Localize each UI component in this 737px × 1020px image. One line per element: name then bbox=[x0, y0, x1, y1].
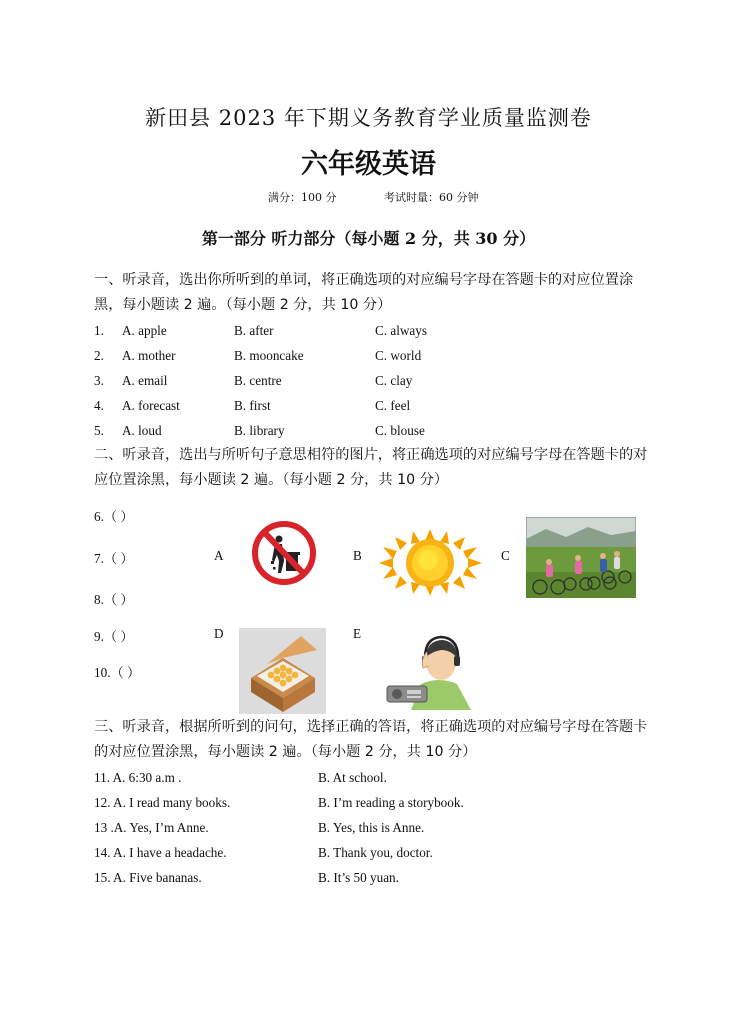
option-a: 15. A. Five bananas. bbox=[94, 870, 202, 885]
option-b: B. after bbox=[234, 323, 274, 338]
exam-title: 新田县 2023 年下期义务教育学业质量监测卷 bbox=[145, 106, 592, 130]
option-b: B. Yes, this is Anne. bbox=[318, 820, 425, 835]
item-number: 1. bbox=[94, 323, 104, 338]
option-b: B. I’m reading a storybook. bbox=[318, 795, 464, 810]
section1-instruction: 一、听录音，选出你所听到的单词，将正确选项的对应编号字母在答题卡的对应位置涂黑，每小题读 2 遍。（每小题 2 分，共 10 分） bbox=[94, 272, 634, 313]
option-b: B. Thank you, doctor. bbox=[318, 845, 433, 860]
option-a: 13 .A. Yes, I’m Anne. bbox=[94, 820, 209, 835]
option-a: A. mother bbox=[122, 348, 176, 363]
option-b: B. first bbox=[234, 398, 271, 413]
full-score: 满分：100 分 bbox=[268, 191, 337, 204]
picture-label: E bbox=[353, 626, 362, 641]
option-c: C. world bbox=[375, 348, 422, 363]
option-a: A. loud bbox=[122, 423, 162, 438]
exam-time: 考试时量：60 分钟 bbox=[384, 191, 479, 204]
sun-icon bbox=[379, 529, 482, 596]
answer-blank: 8.（ ） bbox=[94, 592, 134, 607]
option-b: B. library bbox=[234, 423, 285, 438]
answer-blank: 9.（ ） bbox=[94, 629, 134, 644]
option-b: B. At school. bbox=[318, 770, 387, 785]
option-c: C. clay bbox=[375, 373, 413, 388]
answer-blank: 6.（ ） bbox=[94, 509, 134, 524]
option-a: 11. A. 6:30 a.m . bbox=[94, 770, 182, 785]
section3-instruction: 三、听录音，根据所听到的问句，选择正确的答语，将正确选项的对应编号字母在答题卡的对应位置涂黑，每小题读 2 遍。（每小题 2 分，共 10 分） bbox=[94, 719, 648, 760]
option-c: C. feel bbox=[375, 398, 411, 413]
option-a: A. apple bbox=[122, 323, 167, 338]
answer-blank: 7.（ ） bbox=[94, 551, 134, 566]
option-a: A. forecast bbox=[122, 398, 180, 413]
family-cycling-photo bbox=[526, 517, 636, 598]
option-b: B. It’s 50 yuan. bbox=[318, 870, 399, 885]
option-c: C. blouse bbox=[375, 423, 425, 438]
picture-label: C bbox=[501, 548, 510, 563]
option-b: B. centre bbox=[234, 373, 282, 388]
item-number: 4. bbox=[94, 398, 104, 413]
subject-title: 六年级英语 bbox=[301, 149, 436, 180]
man-listening-radio-icon bbox=[381, 628, 477, 710]
mooncake-box-icon bbox=[239, 628, 326, 714]
answer-blank: 10.（ ） bbox=[94, 665, 141, 680]
option-b: B. mooncake bbox=[234, 348, 304, 363]
option-a: 12. A. I read many books. bbox=[94, 795, 231, 810]
picture-label: D bbox=[214, 626, 224, 641]
item-number: 2. bbox=[94, 348, 104, 363]
item-number: 5. bbox=[94, 423, 104, 438]
picture-label: B bbox=[353, 548, 362, 563]
no-littering-sign-icon bbox=[251, 515, 317, 591]
option-c: C. always bbox=[375, 323, 428, 338]
section2-instruction: 二、听录音，选出与所听句子意思相符的图片，将正确选项的对应编号字母在答题卡的对应位置涂黑，每小题读 2 遍。（每小题 2 分，共 10 分） bbox=[94, 447, 648, 488]
picture-label: A bbox=[214, 548, 224, 563]
part1-heading: 第一部分 听力部分（每小题 2 分，共 30 分） bbox=[201, 229, 536, 248]
item-number: 3. bbox=[94, 373, 104, 388]
option-a: 14. A. I have a headache. bbox=[94, 845, 227, 860]
option-a: A. email bbox=[122, 373, 168, 388]
